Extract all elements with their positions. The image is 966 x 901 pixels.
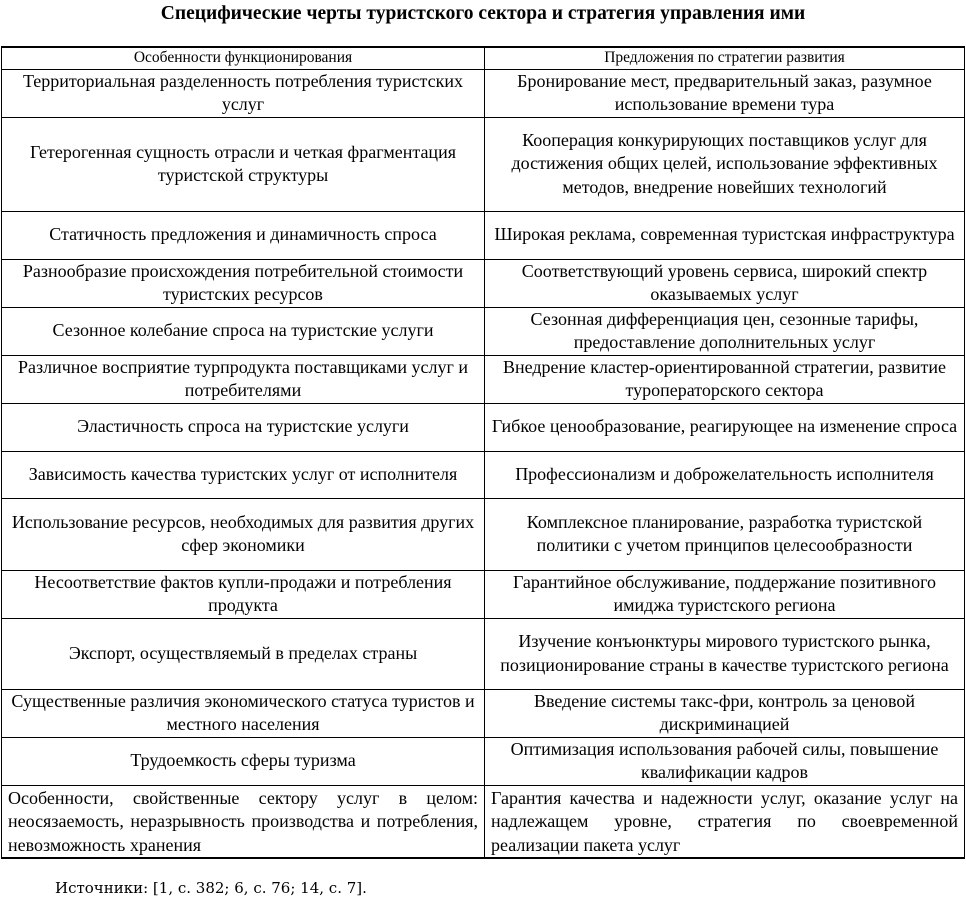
table-row xyxy=(2,355,965,403)
table-row xyxy=(2,737,965,785)
strategy-cell: Введение системы такс-фри, контроль за ценовой дискриминацией xyxy=(485,689,965,737)
feature-cell: Трудоемкость сферы туризма xyxy=(2,737,485,785)
feature-cell: Гетерогенная сущность отрасли и четкая фрагментация туристской структуры xyxy=(2,117,485,211)
strategy-cell: Профессионализм и доброжелательность исполнителя xyxy=(485,451,965,498)
feature-cell: Несоответствие фактов купли-продажи и потребления продукта xyxy=(2,570,485,618)
column-header-features: Особенности функционирования xyxy=(2,47,485,69)
table-row xyxy=(2,785,965,858)
strategy-cell: Бронирование мест, предварительный заказ, разумное использование времени тура xyxy=(485,69,965,117)
feature-cell: Разнообразие происхождения потребительной стоимости туристских ресурсов xyxy=(2,259,485,307)
strategy-cell: Широкая реклама, современная туристская инфраструктура xyxy=(485,211,965,259)
table-row xyxy=(2,451,965,498)
table-row xyxy=(2,69,965,117)
table-row xyxy=(2,117,965,211)
feature-cell: Территориальная разделенность потребления туристских услуг xyxy=(2,69,485,117)
feature-cell: Экспорт, осуществляемый в пределах страны xyxy=(2,618,485,689)
table-row xyxy=(2,307,965,355)
table-row xyxy=(2,570,965,618)
table-row xyxy=(2,403,965,451)
strategy-cell: Сезонная дифференциация цен, сезонные тарифы, предоставление дополнительных услуг xyxy=(485,307,965,355)
strategy-cell: Комплексное планирование, разработка туристской политики с учетом принципов целесообразности xyxy=(485,498,965,570)
strategy-cell: Соответствующий уровень сервиса, широкий спектр оказываемых услуг xyxy=(485,259,965,307)
strategy-table xyxy=(1,46,965,859)
strategy-cell: Кооперация конкурирующих поставщиков услуг для достижения общих целей, использование эффективных методов, внедрение новейших технологий xyxy=(485,117,965,211)
strategy-cell: Гарантия качества и надежности услуг, оказание услуг на надлежащем уровне, стратегия по своевременной реализации пакета услуг xyxy=(485,785,965,858)
table-row xyxy=(2,259,965,307)
table-row xyxy=(2,211,965,259)
feature-cell: Эластичность спроса на туристские услуги xyxy=(2,403,485,451)
table-row xyxy=(2,618,965,689)
table-row xyxy=(2,689,965,737)
table-row xyxy=(2,498,965,570)
strategy-cell: Гарантийное обслуживание, поддержание позитивного имиджа туристского региона xyxy=(485,570,965,618)
feature-cell: Сезонное колебание спроса на туристские услуги xyxy=(2,307,485,355)
feature-cell: Использование ресурсов, необходимых для развития других сфер экономики xyxy=(2,498,485,570)
strategy-cell: Внедрение кластер-ориентированной стратегии, развитие туроператорского сектора xyxy=(485,355,965,403)
feature-cell: Особенности, свойственные сектору услуг в целом: неосязаемость, неразрывность производства и потребления, невозможность хранения xyxy=(2,785,485,858)
sources-note: Источники: [1, с. 382; 6, с. 76; 14, с. 7]. xyxy=(55,879,367,897)
strategy-cell: Гибкое ценообразование, реагирующее на изменение спроса xyxy=(485,403,965,451)
feature-cell: Существенные различия экономического статуса туристов и местного населения xyxy=(2,689,485,737)
document-title: Специфические черты туристского сектора и стратегия управления ими xyxy=(160,3,806,24)
feature-cell: Статичность предложения и динамичность спроса xyxy=(2,211,485,259)
table-header-row xyxy=(2,47,965,69)
strategy-cell: Изучение конъюнктуры мирового туристского рынка, позиционирование страны в качестве туристского региона xyxy=(485,618,965,689)
column-header-strategy: Предложения по стратегии развития xyxy=(485,47,965,69)
feature-cell: Различное восприятие турпродукта поставщиками услуг и потребителями xyxy=(2,355,485,403)
feature-cell: Зависимость качества туристских услуг от исполнителя xyxy=(2,451,485,498)
strategy-cell: Оптимизация использования рабочей силы, повышение квалификации кадров xyxy=(485,737,965,785)
